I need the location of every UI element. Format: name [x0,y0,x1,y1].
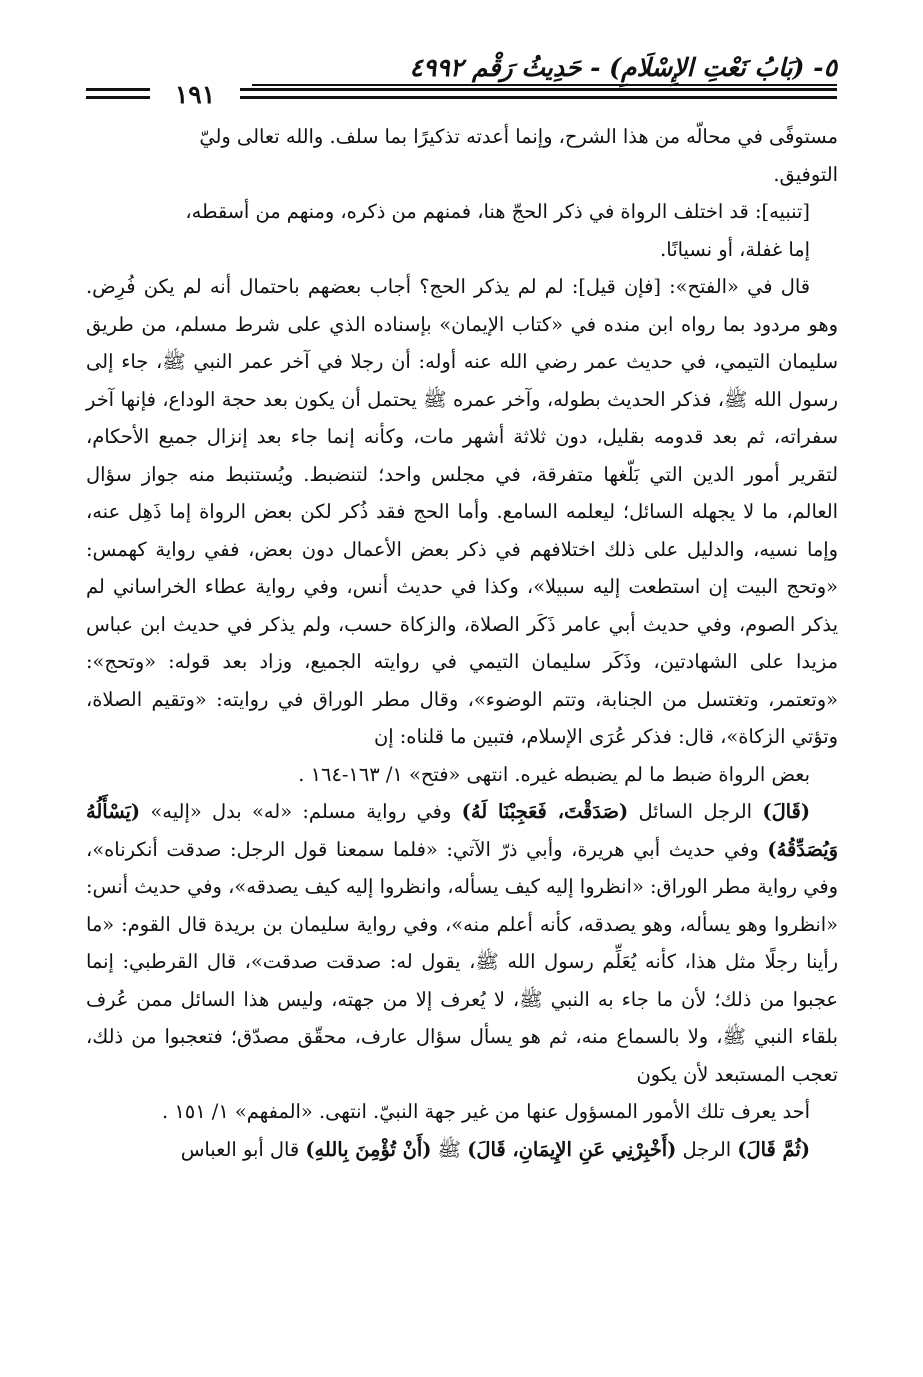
paragraph-tanbih [86,193,838,268]
text-line: السامع. وأما الحج فقد ذُكر لكن بعض الرواة إما ذَهِل عنه، وإما نسيه، والدليل على [86,500,839,561]
hadith-text: (ثُمَّ قَالَ) [737,1137,810,1161]
text-line: فُرِض. وهو مردود بما رواه ابن منده في «كتاب الإيمان» بإسناده الذي على شرط [86,275,839,336]
text-run: قال أبو العباس [180,1137,306,1161]
text-line: ذلك اختلافهم في ذكر بعض الأعمال دون بعض، ففي رواية كهمس: «وتحج البيت إن [86,537,838,598]
page-number: ١٩١ [150,78,240,112]
text-line: عباس مزيدا على الشهادتين، وذَكَر سليمان التيمي في روايته الجميع، وزاد بعد قوله: [86,612,839,673]
running-header-title: ٥- (بَابُ نَعْتِ الإِسْلَامِ) - حَدِيثُ رَقْم ٤٩٩٢ [409,53,837,82]
text-line: سليمان بن بريدة قال القوم: «ما رأينا رجلًا مثل هذا، كأنه يُعَلِّم رسول الله ﷺ، يقول [86,912,838,973]
paragraph-thumma-qala [86,1131,838,1169]
text-line: أنكرناه»، وفي رواية مطر الوراق: «انظروا إليه كيف يسأله، وانظروا إليه كيف يصدقه»، [86,837,838,898]
text-line: التوفيق. [773,162,838,186]
text-line: وكأنه إنما جاء بعد إنزال جميع الأحكام، لتقرير أمور الدين التي بَلّغها متفرقة، في [86,425,838,486]
text-run: الرجل [676,1137,738,1161]
text-run: وفي حديث أبي هريرة، وأبي ذرّ الآتي: «فلما سمعنا قول الرجل: صدقت [166,837,768,861]
hadith-text: (صَدَقْتَ، فَعَجِبْنَا لَهُ) [461,800,629,823]
paragraph-qala-sadaqta [86,793,838,1131]
hadith-text: وَيُصَدِّقُهُ) [767,837,838,861]
paragraph-fath-quote [86,268,838,793]
text-line: هو يسأل سؤال عارف، محقّق مصدّق؛ فتعجبوا من ذلك، تعجب المستبعد لأن يكون [86,1025,838,1086]
text-line: يكون بعد حجة الوداع، فإنها آخر سفراته، ثم بعد قدومه بقليل، دون ثلاثة أشهر مات، [86,387,838,448]
text-line: بعض الرواة ضبط ما لم يضبطه غيره. انتهى «فتح» ١/ ١٦٣-١٦٤ . [298,762,810,786]
text-line: إما غفلة، أو نسيانًا. [660,237,810,261]
text-run: الرجل السائل [628,800,763,823]
text-line: مجلس واحد؛ لتنضبط. ويُستنبط منه جواز سؤال العالم، ما لا يجهله السائل؛ ليعلمه [86,462,838,523]
text-line: [تنبيه]: قد اختلف الرواة في ذكر الحجّ هنا، فمنهم من ذكره، ومنهم من أسقطه، [185,200,810,223]
hadith-text: (أَنْ تُؤْمِنَ بِاللهِ) [305,1137,432,1161]
text-line: له: صدقت صدقت»، قال القرطبي: إنما عجبوا من ذلك؛ لأن ما جاء به النبي ﷺ، لا [86,950,838,1011]
body-text [86,118,838,1168]
text-line: الصوم، وفي حديث أبي عامر ذَكَر الصلاة، والزكاة حسب، ولم يذكر في حديث ابن [140,612,796,636]
header-double-rule-right [236,88,837,99]
header-underline [252,84,837,86]
text-line: وفي حديث أنس: «انظروا وهو يسأله، وهو يصدقه، كأنه أعلم منه»، وفي رواية [86,875,839,936]
text-line: يُعرف إلا من جهته، وليس هذا السائل ممن عُرف بلقاء النبي ﷺ، ولا بالسماع منه، ثم [86,987,838,1048]
header-double-rule-left [86,88,152,99]
text-line: مسلم، من طريق سليمان التيمي، في حديث عمر رضي الله عنه أوله: أن رجلا في آخر عمر [86,312,838,373]
hadith-text: (أَخْبِرْنِي عَنِ الإِيمَانِ، قَالَ) [467,1137,677,1161]
text-line: روايته: «وتقيم الصلاة، وتؤتي الزكاة»، قال: فذكر عُرَى الإسلام، فتبين ما قلناه: إن [86,687,838,748]
text-line: مستوفًى في محالّه من هذا الشرح، وإنما أعدته تذكيرًا بما سلف. والله تعالى وليّ [199,125,838,148]
text-line: قال في «الفتح»: [فإن قيل]: لم لم يذكر الحج؟ أجاب بعضهم باحتمال أنه لم يكن [143,275,810,298]
paragraph-1 [86,118,838,193]
text-line: استطعت إليه سبيلا»، وكذا في حديث أنس، وفي رواية عطاء الخراساني لم يذكر [86,575,839,636]
text-line: «وتحج»: «وتعتمر، وتغتسل من الجنابة، وتتم الوضوء»، وقال مطر الوراق في [86,650,838,711]
text-line: النبي ﷺ، جاء إلى رسول الله ﷺ، فذكر الحديث بطوله، وآخر عمره ﷺ يحتمل أن [86,350,839,411]
text-run: وفي رواية مسلم: «له» بدل «إليه» [140,800,462,823]
hadith-text: (يَسْأَلُهُ [86,800,141,823]
hadith-text: (قَالَ) [762,800,811,823]
salutation-glyph: ﷺ [431,1137,468,1161]
text-line: أحد يعرف تلك الأمور المسؤول عنها من غير جهة النبيّ. انتهى. «المفهم» ١/ ١٥١ . [162,1100,810,1123]
